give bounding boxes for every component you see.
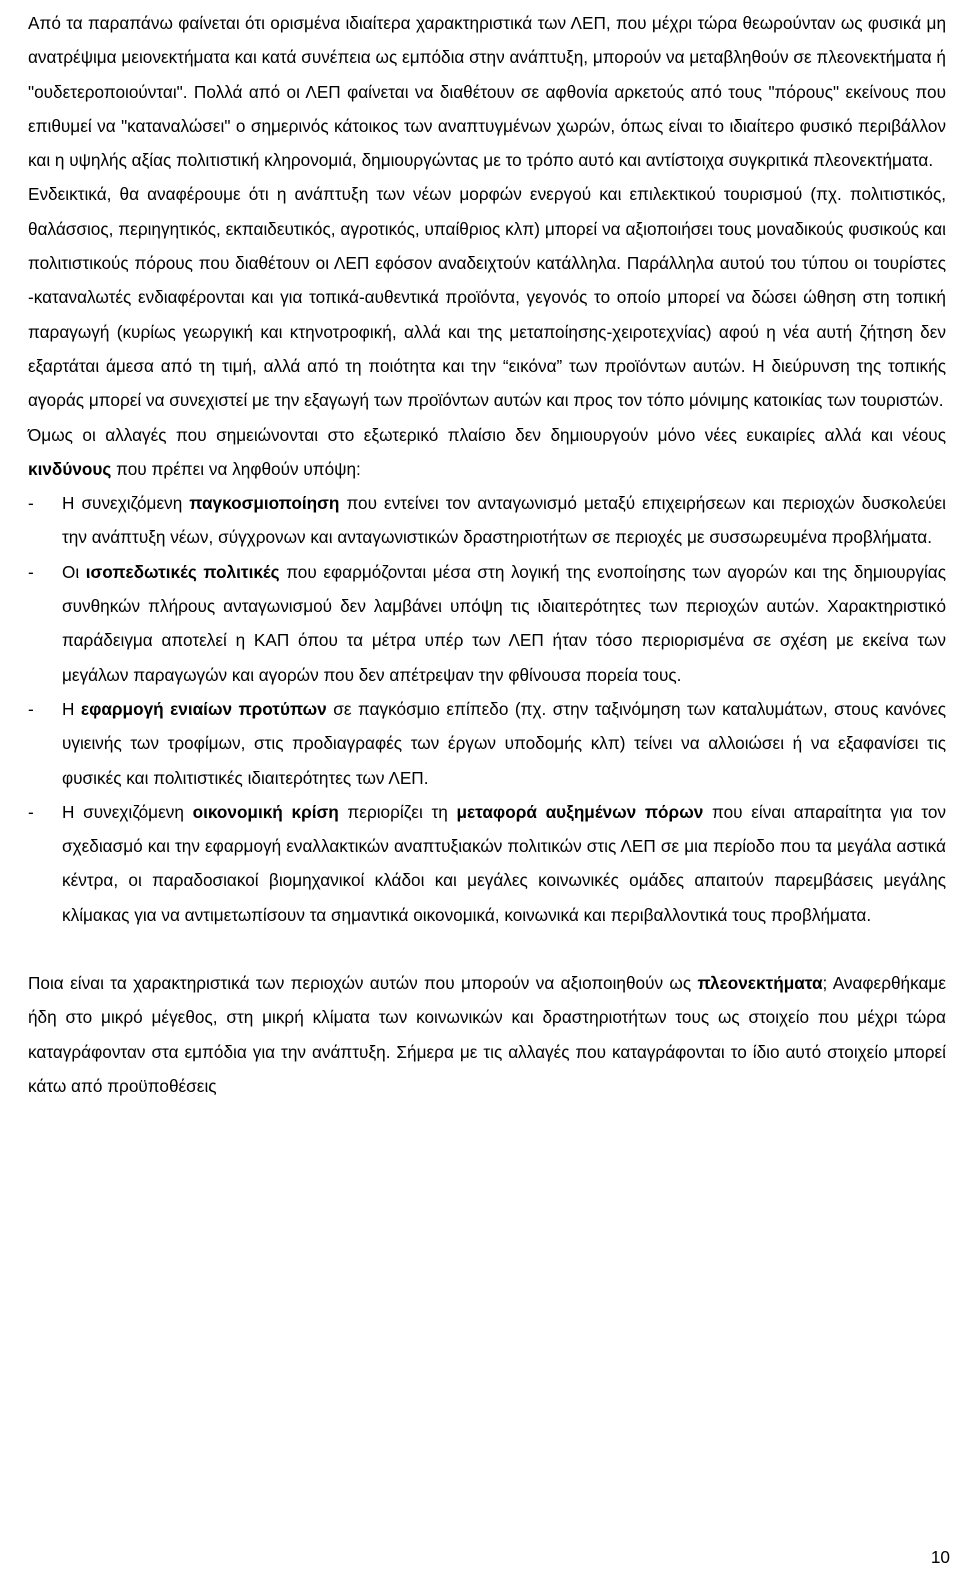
bullet-item-globalization: - Η συνεχιζόμενη παγκοσμιοποίηση που εντείνει τον ανταγωνισμό μεταξύ επιχειρήσεων και περιοχών δυσκολεύει την ανάπτυξη νέων, σύγχρονων και ανταγωνιστικών δραστηριοτήτων σε περιοχές με συσσωρευμένα προβλήματα. [28,486,946,555]
paragraph-risks-intro: Όμως οι αλλαγές που σημειώνονται στο εξωτερικό πλαίσιο δεν δημιουργούν μόνο νέες ευκαιρίες αλλά και νέους κινδύνους που πρέπει να ληφθούν υπόψη: [28,424,946,479]
bullet-dash: - [28,801,34,822]
page-number: 10 [930,1547,950,1567]
bullet-dash: - [28,493,34,514]
bullet-dash: - [28,698,34,719]
bullet-item-uniform-standards: - Η εφαρμογή ενιαίων προτύπων σε παγκόσμιο επίπεδο (πχ. στην ταξινόμηση των καταλυμάτων, στους κανόνες υγιεινής των τροφίμων, στις προδιαγραφές των έργων υποδομής κλπ) τείνει να αλλοιώσει ή να εξαφανίσει τις φυσικές και πολιτιστικές ιδιαιτερότητες των ΛΕΠ. [28,692,946,795]
bullet-item-leveling-policies: - Οι ισοπεδωτικές πολιτικές που εφαρμόζονται μέσα στη λογική της ενοποίησης των αγορών και της δημιουργίας συνθηκών πλήρους ανταγωνισμού δεν λαμβάνει υπόψη τις ιδιαιτερότητες των περιοχών αυτών. Χαρακτηριστικό παράδειγμα αποτελεί η ΚΑΠ όπου τα μέτρα υπέρ των ΛΕΠ ήταν τόσο περιορισμένα σε σχέση με εκείνα των μεγάλων παραγωγών και αγορών που δεν απέτρεψαν την φθίνουσα πορεία τους. [28,555,946,692]
paragraph-advantages-question: Ποια είναι τα χαρακτηριστικά των περιοχών αυτών που μπορούν να αξιοποιηθούν ως πλεονεκτήματα; Αναφερθήκαμε ήδη στο μικρό μέγεθος, στη μικρή κλίματα των κοινωνικών και δραστηριοτήτων τους ως στοιχείο που μέχρι τώρα καταγράφονταν στα εμπόδια για την ανάπτυξη. Σήμερα με τις αλλαγές που καταγράφονται το ίδιο αυτό στοιχείο μπορεί κάτω από προϋποθέσεις [28,973,947,1096]
paragraph-tourism: Ενδεικτικά, θα αναφέρουμε ότι η ανάπτυξη των νέων μορφών ενεργού και επιλεκτικού τουρισμού (πχ. πολιτιστικός, θαλάσσιος, περιηγητικός, εκπαιδευτικός, αγροτικός, υπαίθριος κλπ) μπορεί να αξιοποιήσει τους μοναδικούς φυσικούς και πολιτιστικούς πόρους που διαθέτουν οι ΛΕΠ εφόσον αναδειχτούν κατάλληλα. Παράλληλα αυτού του τύπου οι τουρίστες -καταναλωτές ενδιαφέρονται και για τοπικά-αυθεντικά προϊόντα, γεγονός το οποίο μπορεί να δώσει ώθηση στη τοπική παραγωγή (κυρίως γεωργική και κτηνοτροφική, αλλά και της μεταποίησης-χειροτεχνίας) αφού η νέα αυτή ζήτηση δεν εξαρτάται άμεσα από τη τιμή, αλλά από τη ποιότητα και την “εικόνα” των προϊόντων αυτών. Η διεύρυνση της τοπικής αγοράς μπορεί να συνεχιστεί με την εξαγωγή των προϊόντων αυτών και προς τον τόπο μόνιμης κατοικίας των τουριστών. [28,184,946,411]
paragraph-advantages: Από τα παραπάνω φαίνεται ότι ορισμένα ιδιαίτερα χαρακτηριστικά των ΛΕΠ, που μέχρι τώρα θεωρούνταν ως φυσικά μη ανατρέψιμα μειονεκτήματα και κατά συνέπεια ως εμπόδια στην ανάπτυξη, μπορούν να μεταβληθούν σε πλεονεκτήματα ή "ουδετεροποιούνται". Πολλά από οι ΛΕΠ φαίνεται να διαθέτουν σε αφθονία αρκετούς από τους "πόρους" εκείνους που επιθυμεί να "καταναλώσει" ο σημερινός κάτοικος των αναπτυγμένων χωρών, όπως είναι το ιδιαίτερο φυσικό περιβάλλον και η υψηλής αξίας πολιτιστική κληρονομιά, δημιουργώντας με το τρόπο αυτό και αντίστοιχα συγκριτικά πλεονεκτήματα. [28,13,946,171]
bullet-item-economic-crisis: - Η συνεχιζόμενη οικονομική κρίση περιορίζει τη μεταφορά αυξημένων πόρων που είναι απαραίτητα για τον σχεδιασμό και την εφαρμογή εναλλακτικών αναπτυξιακών πολιτικών στις ΛΕΠ σε μια περίοδο που τα μεγάλα αστικά κέντρα, οι παραδοσιακοί βιομηχανικοί κλάδοι και μεγάλες κοινωνικές ομάδες απαιτούν παρεμβάσεις μεγάλης κλίμακας για να αντιμετωπίσουν τα σημαντικά οικονομικά, κοινωνικά και περιβαλλοντικά τους προβλήματα. [28,795,946,932]
risks-emphasis: κινδύνους [28,458,112,479]
bullet-dash: - [28,561,34,582]
body-text [28,6,946,1103]
